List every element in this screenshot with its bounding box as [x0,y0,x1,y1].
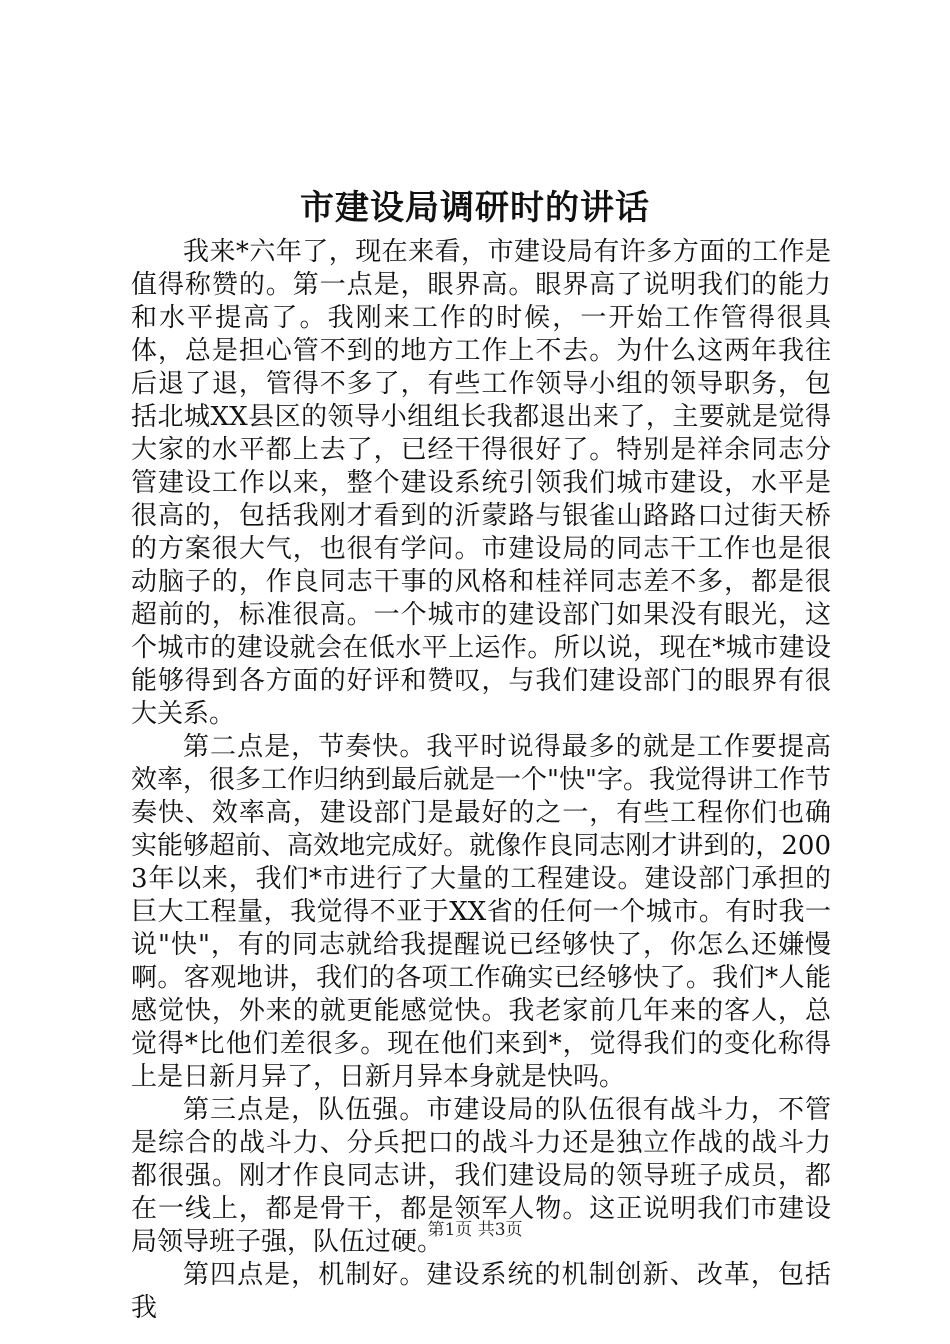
page-footer: 第1页 共3页 [427,1220,523,1240]
paragraph-4: 第四点是，机制好。建设系统的机制创新、改革，包括我 [131,1260,831,1323]
paragraph-1: 我来*六年了，现在来看，市建设局有许多方面的工作是值得称赞的。第一点是，眼界高。眼界高了说明我们的能力和水平提高了。我刚来工作的时候，一开始工作管得很具体，总是担心管不到的地方工作上不去。为什么这两年我往后退了退，管得不多了，有些工作领导小组的领导职务，包括北城XX县区的领导小组组长我都退出来了，主要就是觉得大家的水平都上去了，已经干得很好了。特别是祥余同志分管建设工作以来，整个建设系统引领我们城市建设，水平是很高的，包括我刚才看到的沂蒙路与银雀山路路口过街天桥的方案很大气，也很有学问。市建设局的同志干工作也是很动脑子的，作良同志干事的风格和桂祥同志差不多，都是很超前的，标准很高。一个城市的建设部门如果没有眼光，这个城市的建设就会在低水平上运作。所以说，现在*城市建设能够得到各方面的好评和赞叹，与我们建设部门的眼界有很大关系。 [131,237,831,729]
paragraph-3: 第三点是，队伍强。市建设局的队伍很有战斗力，不管是综合的战斗力、分兵把口的战斗力还是独立作战的战斗力都很强。刚才作良同志讲，我们建设局的领导班子成员，都在一线上，都是骨干，都是领军人物。这正说明我们市建设局领导班子强，队伍过硬。 [131,1095,831,1257]
document-body [131,236,831,1325]
paragraph-2: 第二点是，节奏快。我平时说得最多的就是工作要提高效率，很多工作归纳到最后就是一个"快"字。我觉得讲工作节奏快、效率高，建设部门是最好的之一，有些工程你们也确实能够超前、高效地完成好。就像作良同志刚才讲到的，2003年以来，我们*市进行了大量的工程建设。建设部门承担的巨大工程量，我觉得不亚于XX省的任何一个城市。有时我一说"快"，有的同志就给我提醒说已经够快了，你怎么还嫌慢啊。客观地讲，我们的各项工作确实已经够快了。我们*人能感觉快，外来的就更能感觉快。我老家前几年来的客人，总觉得*比他们差很多。现在他们来到*，觉得我们的变化称得上是日新月异了，日新月异本身就是快吗。 [131,732,831,1092]
document-title: 市建设局调研时的讲话 [300,188,650,228]
